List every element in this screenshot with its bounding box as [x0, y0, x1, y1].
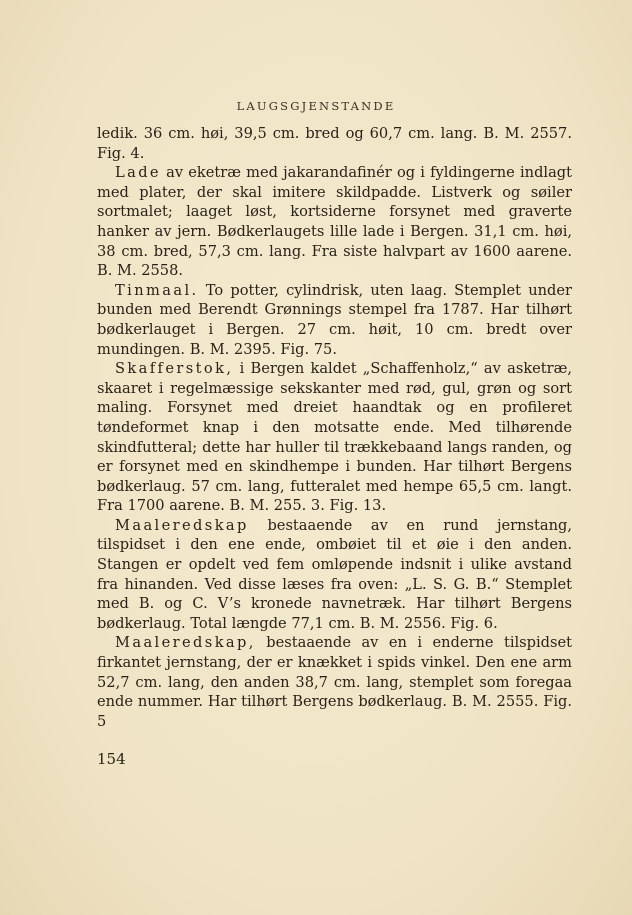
entry-lade: [97, 163, 572, 281]
entry-lead: Skafferstok,: [115, 360, 234, 378]
paragraph-continuation: [97, 124, 572, 163]
entry-text: i Bergen kaldet „Schaffenholz,“ av asketræ, skaaret i regelmæssige sekskanter med rød, gul, grøn og sort maling. Forsynet med dreiet haandtak og en profileret tøndeformet knap i den motsatte ende. Med tilhørende skindfutteral; dette har huller til trækkebaand langs randen, og er forsynet med en skindhempe i bunden. Har tilhørt Bergens bødkerlaug. 57 cm. lang, futteralet med hempe 65,5 cm. langt. Fra 1700 aarene. B. M. 255. 3. Fig. 13.: [97, 360, 572, 515]
entry-text: To potter, cylindrisk, uten laag. Stemplet under bunden med Berendt Grønnings stempel fra 1787. Har tilhørt bødkerlauget i Bergen. 27 cm. høit, 10 cm. bredt over mundingen. B. M. 2395. Fig. 75.: [97, 281, 572, 358]
body-text: [97, 124, 572, 731]
entry-skafferstok: [97, 359, 572, 516]
entry-text: bestaaende av en i enderne tilspidset firkantet jernstang, der er knækket i spids vinkel. Den ene arm 52,7 cm. lang, den anden 38,7 cm. lang, stemplet som foregaa ende nummer. Har tilhørt Bergens bødkerlaug. B. M. 2555. Fig. 5: [97, 634, 572, 730]
entry-text: av eketræ med jakarandafinér og i fyldingerne indlagt med plater, der skal imitere skildpadde. Listverk og søiler sortmalet; laaget løst, kortsiderne forsynet med graverte hanker av jern. Bødkerlaugets lille lade i Bergen. 31,1 cm. høi, 38 cm. bred, 57,3 cm. lang. Fra siste halvpart av 1600 aarene. B. M. 2558.: [97, 164, 572, 280]
entry-tinmaal: [97, 281, 572, 359]
entry-lead: Tinmaal.: [115, 281, 199, 299]
page-number: 154: [97, 750, 126, 768]
paragraph-text: ledik. 36 cm. høi, 39,5 cm. bred og 60,7 cm. lang. B. M. 2557. Fig. 4.: [97, 125, 572, 162]
entry-maaleredskap-1: [97, 516, 572, 634]
entry-lead: Maaleredskap,: [115, 634, 256, 652]
entry-lead: Lade: [115, 164, 161, 182]
entry-maaleredskap-2: [97, 633, 572, 731]
entry-text: bestaaende av en rund jernstang, tilspidset i den ene ende, ombøiet til et øie i den anden. Stangen er opdelt ved fem omløpende indsnit i ulike avstand fra hinanden. Ved disse læses fra oven: „L. S. G. B.“ Stemplet med B. og C. V’s kronede navnetræk. Har tilhørt Bergens bødkerlaug. Total længde 77,1 cm. B. M. 2556. Fig. 6.: [97, 516, 572, 632]
entry-lead: Maaleredskap: [115, 516, 249, 534]
running-header: LAUGSGJENSTANDE: [236, 99, 396, 113]
